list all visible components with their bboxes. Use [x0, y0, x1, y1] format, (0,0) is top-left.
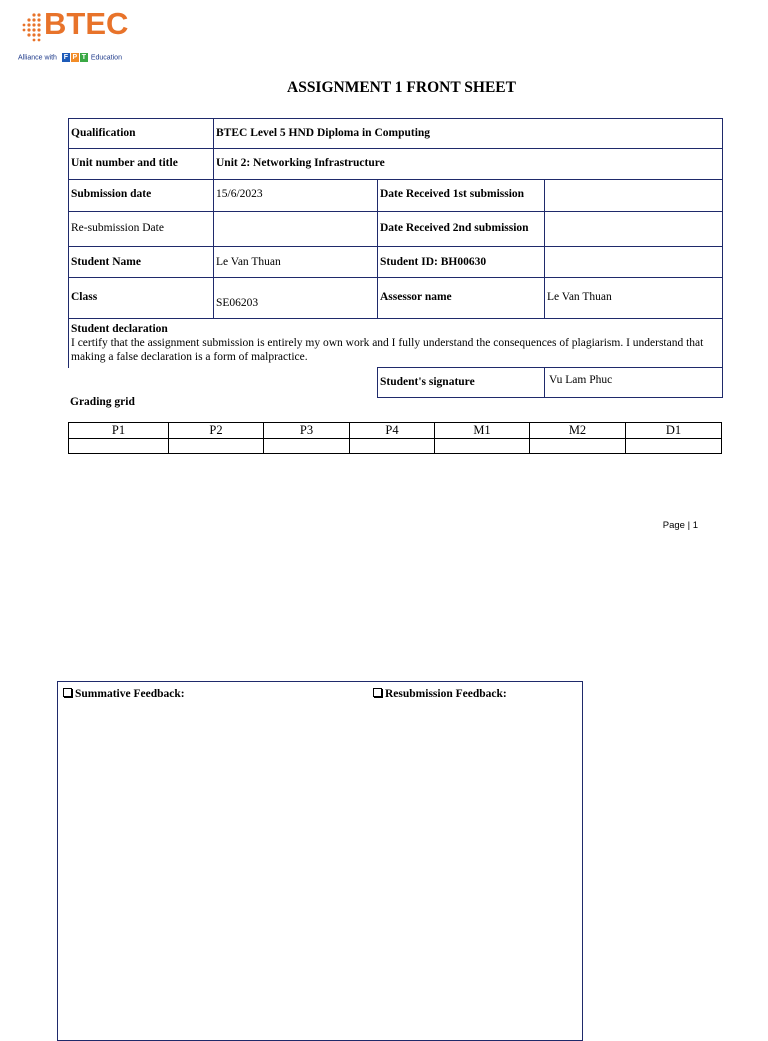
- grading-header-row: [69, 423, 722, 439]
- resubmission-checkbox-icon[interactable]: [373, 688, 382, 697]
- student-id-label: Student ID: BH00630: [377, 246, 545, 278]
- btec-dots-icon: [14, 12, 44, 42]
- student-id-value: [544, 246, 723, 278]
- qualification-label: Qualification: [68, 118, 214, 149]
- class-label: Class: [68, 277, 214, 319]
- grade-value-m1[interactable]: [435, 439, 530, 454]
- grading-grid-label: Grading grid: [70, 396, 135, 408]
- summative-feedback: [63, 688, 185, 700]
- page-number: Page | 1: [662, 520, 698, 531]
- grade-header-m2: M2: [530, 423, 626, 439]
- student-name-label: Student Name: [68, 246, 214, 278]
- submission-date-label: Submission date: [68, 179, 214, 212]
- summative-checkbox-icon[interactable]: [63, 688, 72, 697]
- resubmission-feedback: [373, 688, 507, 700]
- assessor-label: Assessor name: [377, 277, 545, 319]
- grade-header-p3: P3: [264, 423, 350, 439]
- education-text: Education: [90, 54, 122, 62]
- declaration-box: [68, 318, 723, 368]
- grade-value-p1[interactable]: [69, 439, 169, 454]
- btec-wordmark: BTEC: [44, 6, 129, 41]
- grade-header-p1: P1: [69, 423, 169, 439]
- student-name-value: Le Van Thuan: [213, 246, 378, 278]
- grade-value-p3[interactable]: [264, 439, 350, 454]
- signature-value: Vu Lam Phuc: [544, 367, 723, 398]
- declaration-title: Student declaration: [71, 323, 168, 335]
- btec-logo: [14, 8, 134, 66]
- summative-feedback-label: Summative Feedback:: [75, 688, 185, 700]
- unit-label: Unit number and title: [68, 148, 214, 180]
- date-received-1-value: [544, 179, 723, 212]
- alliance-text: Alliance with: [18, 54, 57, 62]
- assessor-value: Le Van Thuan: [544, 277, 723, 319]
- alliance-line: [18, 53, 122, 62]
- grade-header-p4: P4: [350, 423, 435, 439]
- fpt-logo: [62, 54, 91, 61]
- grade-header-p2: P2: [169, 423, 264, 439]
- grade-value-p4[interactable]: [350, 439, 435, 454]
- resubmission-date-value: [213, 211, 378, 247]
- class-value: SE06203: [213, 277, 378, 319]
- grade-value-m2[interactable]: [530, 439, 626, 454]
- document-title: ASSIGNMENT 1 FRONT SHEET: [287, 79, 516, 96]
- date-received-2-label: Date Received 2nd submission: [377, 211, 545, 247]
- fpt-letter-t: T: [81, 54, 87, 61]
- grade-value-d1[interactable]: [626, 439, 722, 454]
- signature-label: Student's signature: [377, 367, 545, 398]
- fpt-letter-p: P: [72, 54, 78, 61]
- date-received-1-label: Date Received 1st submission: [377, 179, 545, 212]
- grade-header-d1: D1: [626, 423, 722, 439]
- grading-grid-table: [68, 422, 722, 454]
- qualification-value: BTEC Level 5 HND Diploma in Computing: [213, 118, 723, 149]
- grade-header-m1: M1: [435, 423, 530, 439]
- fpt-letter-f: F: [63, 54, 69, 61]
- grade-value-p2[interactable]: [169, 439, 264, 454]
- feedback-box: [57, 681, 583, 1041]
- date-received-2-value: [544, 211, 723, 247]
- resubmission-feedback-label: Resubmission Feedback:: [385, 688, 507, 700]
- grading-value-row: [69, 439, 722, 454]
- resubmission-date-label: Re-submission Date: [68, 211, 214, 247]
- unit-value: Unit 2: Networking Infrastructure: [213, 148, 723, 180]
- declaration-text: I certify that the assignment submission is entirely my own work and I fully understand the consequences of plagiarism. I understand that making a false declaration is a form of malpractice.: [71, 337, 704, 363]
- submission-date-value: 15/6/2023: [213, 179, 378, 212]
